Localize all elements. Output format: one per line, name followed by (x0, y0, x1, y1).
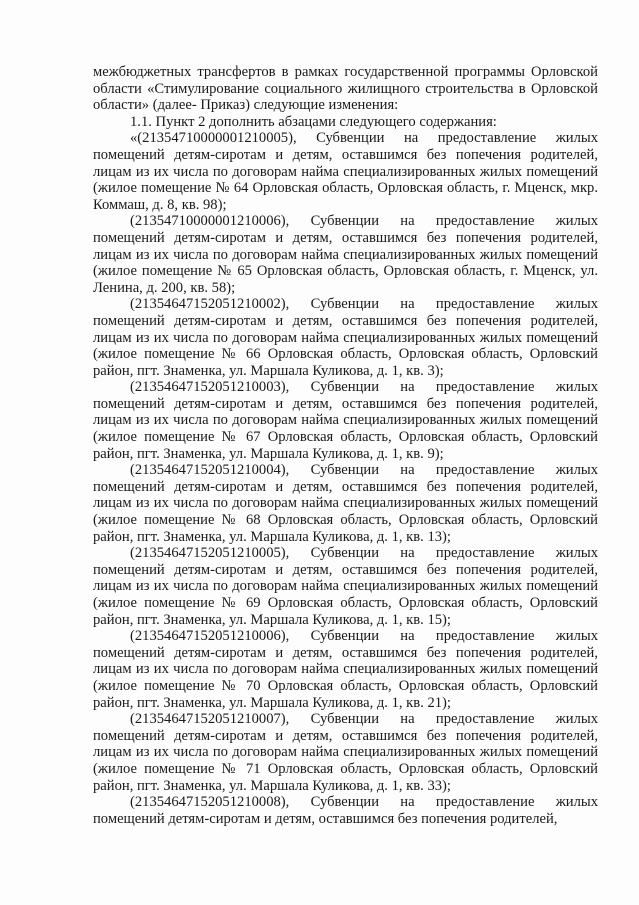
paragraph-subvention-70: (21354647152051210006), Субвенции на предоставление жилых помещений детям-сиротам и детям, оставшимся без попечения родителей, лицам из их числа по договорам найма специализированных жилых помещений (жилое помещение № 70 Орловская область, Орловская область, Орловский район, пгт. Знаменка, ул. Маршала Куликова, д. 1, кв. 21); (93, 628, 598, 711)
paragraph-subvention-64: «(21354710000001210005), Субвенции на предоставление жилых помещений детям-сиротам и детям, оставшимся без попечения родителей, лицам из их числа по договорам найма специализированных жилых помещений (жилое помещение № 64 Орловская область, Орловская область, г. Мценск, мкр. Коммаш, д. 8, кв. 98); (93, 130, 598, 213)
document-body (93, 64, 598, 827)
paragraph-subvention-69: (21354647152051210005), Субвенции на предоставление жилых помещений детям-сиротам и детям, оставшимся без попечения родителей, лицам из их числа по договорам найма специализированных жилых помещений (жилое помещение № 69 Орловская область, Орловская область, Орловский район, пгт. Знаменка, ул. Маршала Куликова, д. 1, кв. 15); (93, 545, 598, 628)
paragraph-item-1-1: 1.1. Пункт 2 дополнить абзацами следующего содержания: (130, 113, 497, 130)
paragraph-subvention-65: (21354710000001210006), Субвенции на предоставление жилых помещений детям-сиротам и детям, оставшимся без попечения родителей, лицам из их числа по договорам найма специализированных жилых помещений (жилое помещение № 65 Орловская область, Орловская область, г. Мценск, ул. Ленина, д. 200, кв. 58); (93, 213, 598, 296)
paragraph-subvention-66: (21354647152051210002), Субвенции на предоставление жилых помещений детям-сиротам и детям, оставшимся без попечения родителей, лицам из их числа по договорам найма специализированных жилых помещений (жилое помещение № 66 Орловская область, Орловская область, Орловский район, пгт. Знаменка, ул. Маршала Куликова, д. 1, кв. 3); (93, 296, 598, 379)
paragraph-intro: межбюджетных трансфертов в рамках государственной программы Орловской области «Стимулирование социального жилищного строительства в Орловской области» (далее- Приказ) следующие изменения: (93, 64, 598, 114)
paragraph-subvention-68: (21354647152051210004), Субвенции на предоставление жилых помещений детям-сиротам и детям, оставшимся без попечения родителей, лицам из их числа по договорам найма специализированных жилых помещений (жилое помещение № 68 Орловская область, Орловская область, Орловский район, пгт. Знаменка, ул. Маршала Куликова, д. 1, кв. 13); (93, 462, 598, 545)
paragraph-subvention-67: (21354647152051210003), Субвенции на предоставление жилых помещений детям-сиротам и детям, оставшимся без попечения родителей, лицам из их числа по договорам найма специализированных жилых помещений (жилое помещение № 67 Орловская область, Орловская область, Орловский район, пгт. Знаменка, ул. Маршала Куликова, д. 1, кв. 9); (93, 379, 598, 462)
paragraph-subvention-71: (21354647152051210007), Субвенции на предоставление жилых помещений детям-сиротам и детям, оставшимся без попечения родителей, лицам из их числа по договорам найма специализированных жилых помещений (жилое помещение № 71 Орловская область, Орловская область, Орловский район, пгт. Знаменка, ул. Маршала Куликова, д. 1, кв. 33); (93, 711, 598, 794)
paragraph-subvention-continued: (21354647152051210008), Субвенции на предоставление жилых помещений детям-сиротам и детям, оставшимся без попечения родителей, (93, 794, 598, 827)
